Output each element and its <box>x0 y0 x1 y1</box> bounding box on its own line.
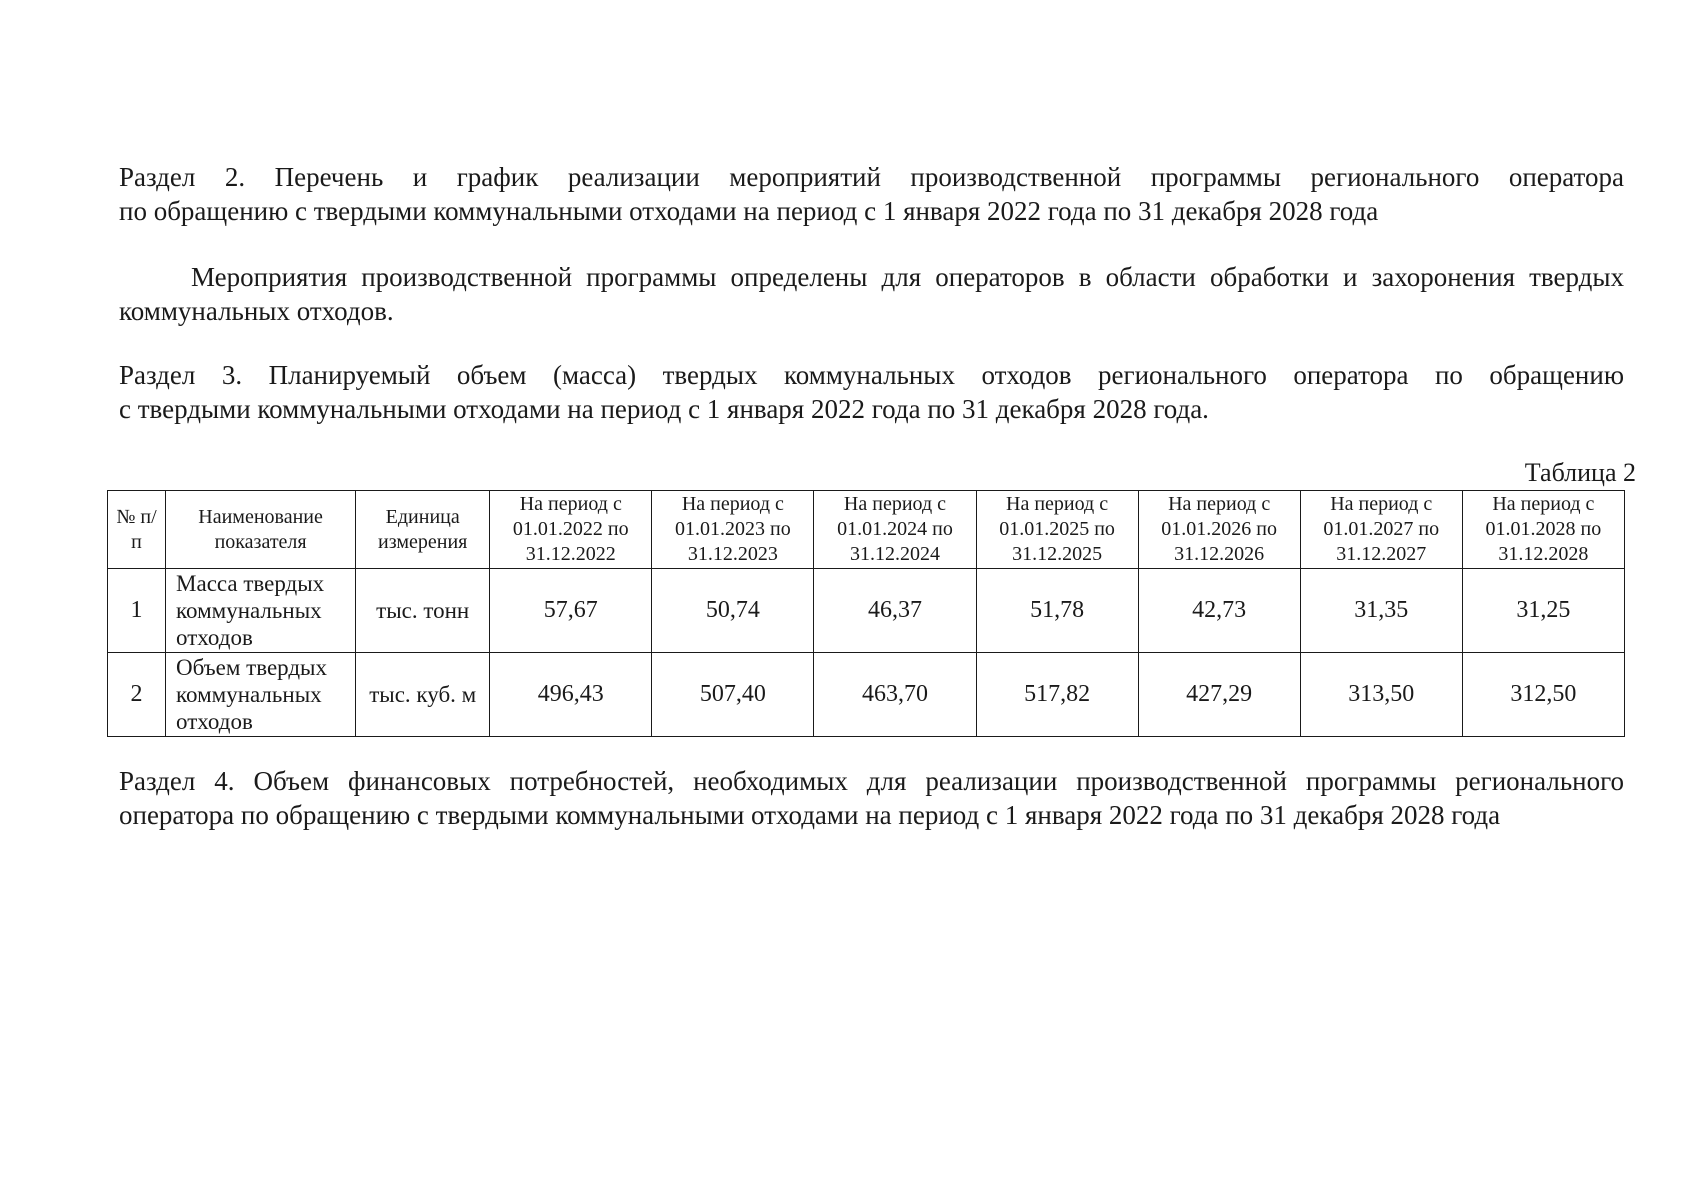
table-caption: Таблица 2 <box>1524 458 1636 487</box>
row-value-2022: 57,67 <box>490 569 652 653</box>
table-body <box>108 569 1625 737</box>
row-value-2025: 51,78 <box>976 569 1138 653</box>
row-name: Масса твердых коммунальных отходов <box>166 569 356 653</box>
header-period-2027: На период с 01.01.2027 по 31.12.2027 <box>1300 491 1462 569</box>
row-value-2027: 31,35 <box>1300 569 1462 653</box>
header-num: № п/п <box>108 491 166 569</box>
measures-line-1: Мероприятия производственной программы определены для операторов в области обработки и захоронения твердых <box>191 262 1624 292</box>
measures-paragraph <box>119 260 1624 328</box>
section-2-heading <box>119 160 1624 228</box>
row-value-2028: 31,25 <box>1462 569 1624 653</box>
section-2-line-1: Раздел 2. Перечень и график реализации мероприятий производственной программы регионального оператора <box>119 162 1624 192</box>
row-value-2027: 313,50 <box>1300 653 1462 737</box>
header-period-2025: На период с 01.01.2025 по 31.12.2025 <box>976 491 1138 569</box>
row-unit: тыс. тонн <box>356 569 490 653</box>
section-4-line-1: Раздел 4. Объем финансовых потребностей, необходимых для реализации производственной программы регионального <box>119 766 1624 796</box>
row-value-2024: 46,37 <box>814 569 976 653</box>
section-2-line-2: по обращению с твердыми коммунальными отходами на период с 1 января 2022 года по 31 декабря 2028 года <box>119 196 1379 226</box>
header-period-2023: На период с 01.01.2023 по 31.12.2023 <box>652 491 814 569</box>
header-period-2026: На период с 01.01.2026 по 31.12.2026 <box>1138 491 1300 569</box>
row-value-2025: 517,82 <box>976 653 1138 737</box>
row-value-2023: 50,74 <box>652 569 814 653</box>
table-row <box>108 569 1625 653</box>
section-3-line-1: Раздел 3. Планируемый объем (масса) твердых коммунальных отходов регионального оператора по обращению <box>119 360 1624 390</box>
table-row <box>108 653 1625 737</box>
table-header <box>108 491 1625 569</box>
waste-volume-table <box>107 490 1625 737</box>
header-name: Наименование показателя <box>166 491 356 569</box>
row-value-2026: 42,73 <box>1138 569 1300 653</box>
section-3-heading <box>119 358 1624 426</box>
row-value-2026: 427,29 <box>1138 653 1300 737</box>
row-value-2024: 463,70 <box>814 653 976 737</box>
header-row <box>108 491 1625 569</box>
header-period-2022: На период с 01.01.2022 по 31.12.2022 <box>490 491 652 569</box>
section-4-heading <box>119 764 1624 832</box>
section-4-line-2: оператора по обращению с твердыми коммунальными отходами на период с 1 января 2022 года по 31 декабря 2028 года <box>119 800 1501 830</box>
section-3-line-2: с твердыми коммунальными отходами на период с 1 января 2022 года по 31 декабря 2028 года. <box>119 394 1209 424</box>
row-num: 2 <box>108 653 166 737</box>
row-unit: тыс. куб. м <box>356 653 490 737</box>
header-unit: Единица измерения <box>356 491 490 569</box>
header-period-2028: На период с 01.01.2028 по 31.12.2028 <box>1462 491 1624 569</box>
row-name: Объем твердых коммунальных отходов <box>166 653 356 737</box>
row-value-2022: 496,43 <box>490 653 652 737</box>
measures-line-2: коммунальных отходов. <box>119 296 394 326</box>
row-num: 1 <box>108 569 166 653</box>
row-value-2028: 312,50 <box>1462 653 1624 737</box>
header-period-2024: На период с 01.01.2024 по 31.12.2024 <box>814 491 976 569</box>
row-value-2023: 507,40 <box>652 653 814 737</box>
